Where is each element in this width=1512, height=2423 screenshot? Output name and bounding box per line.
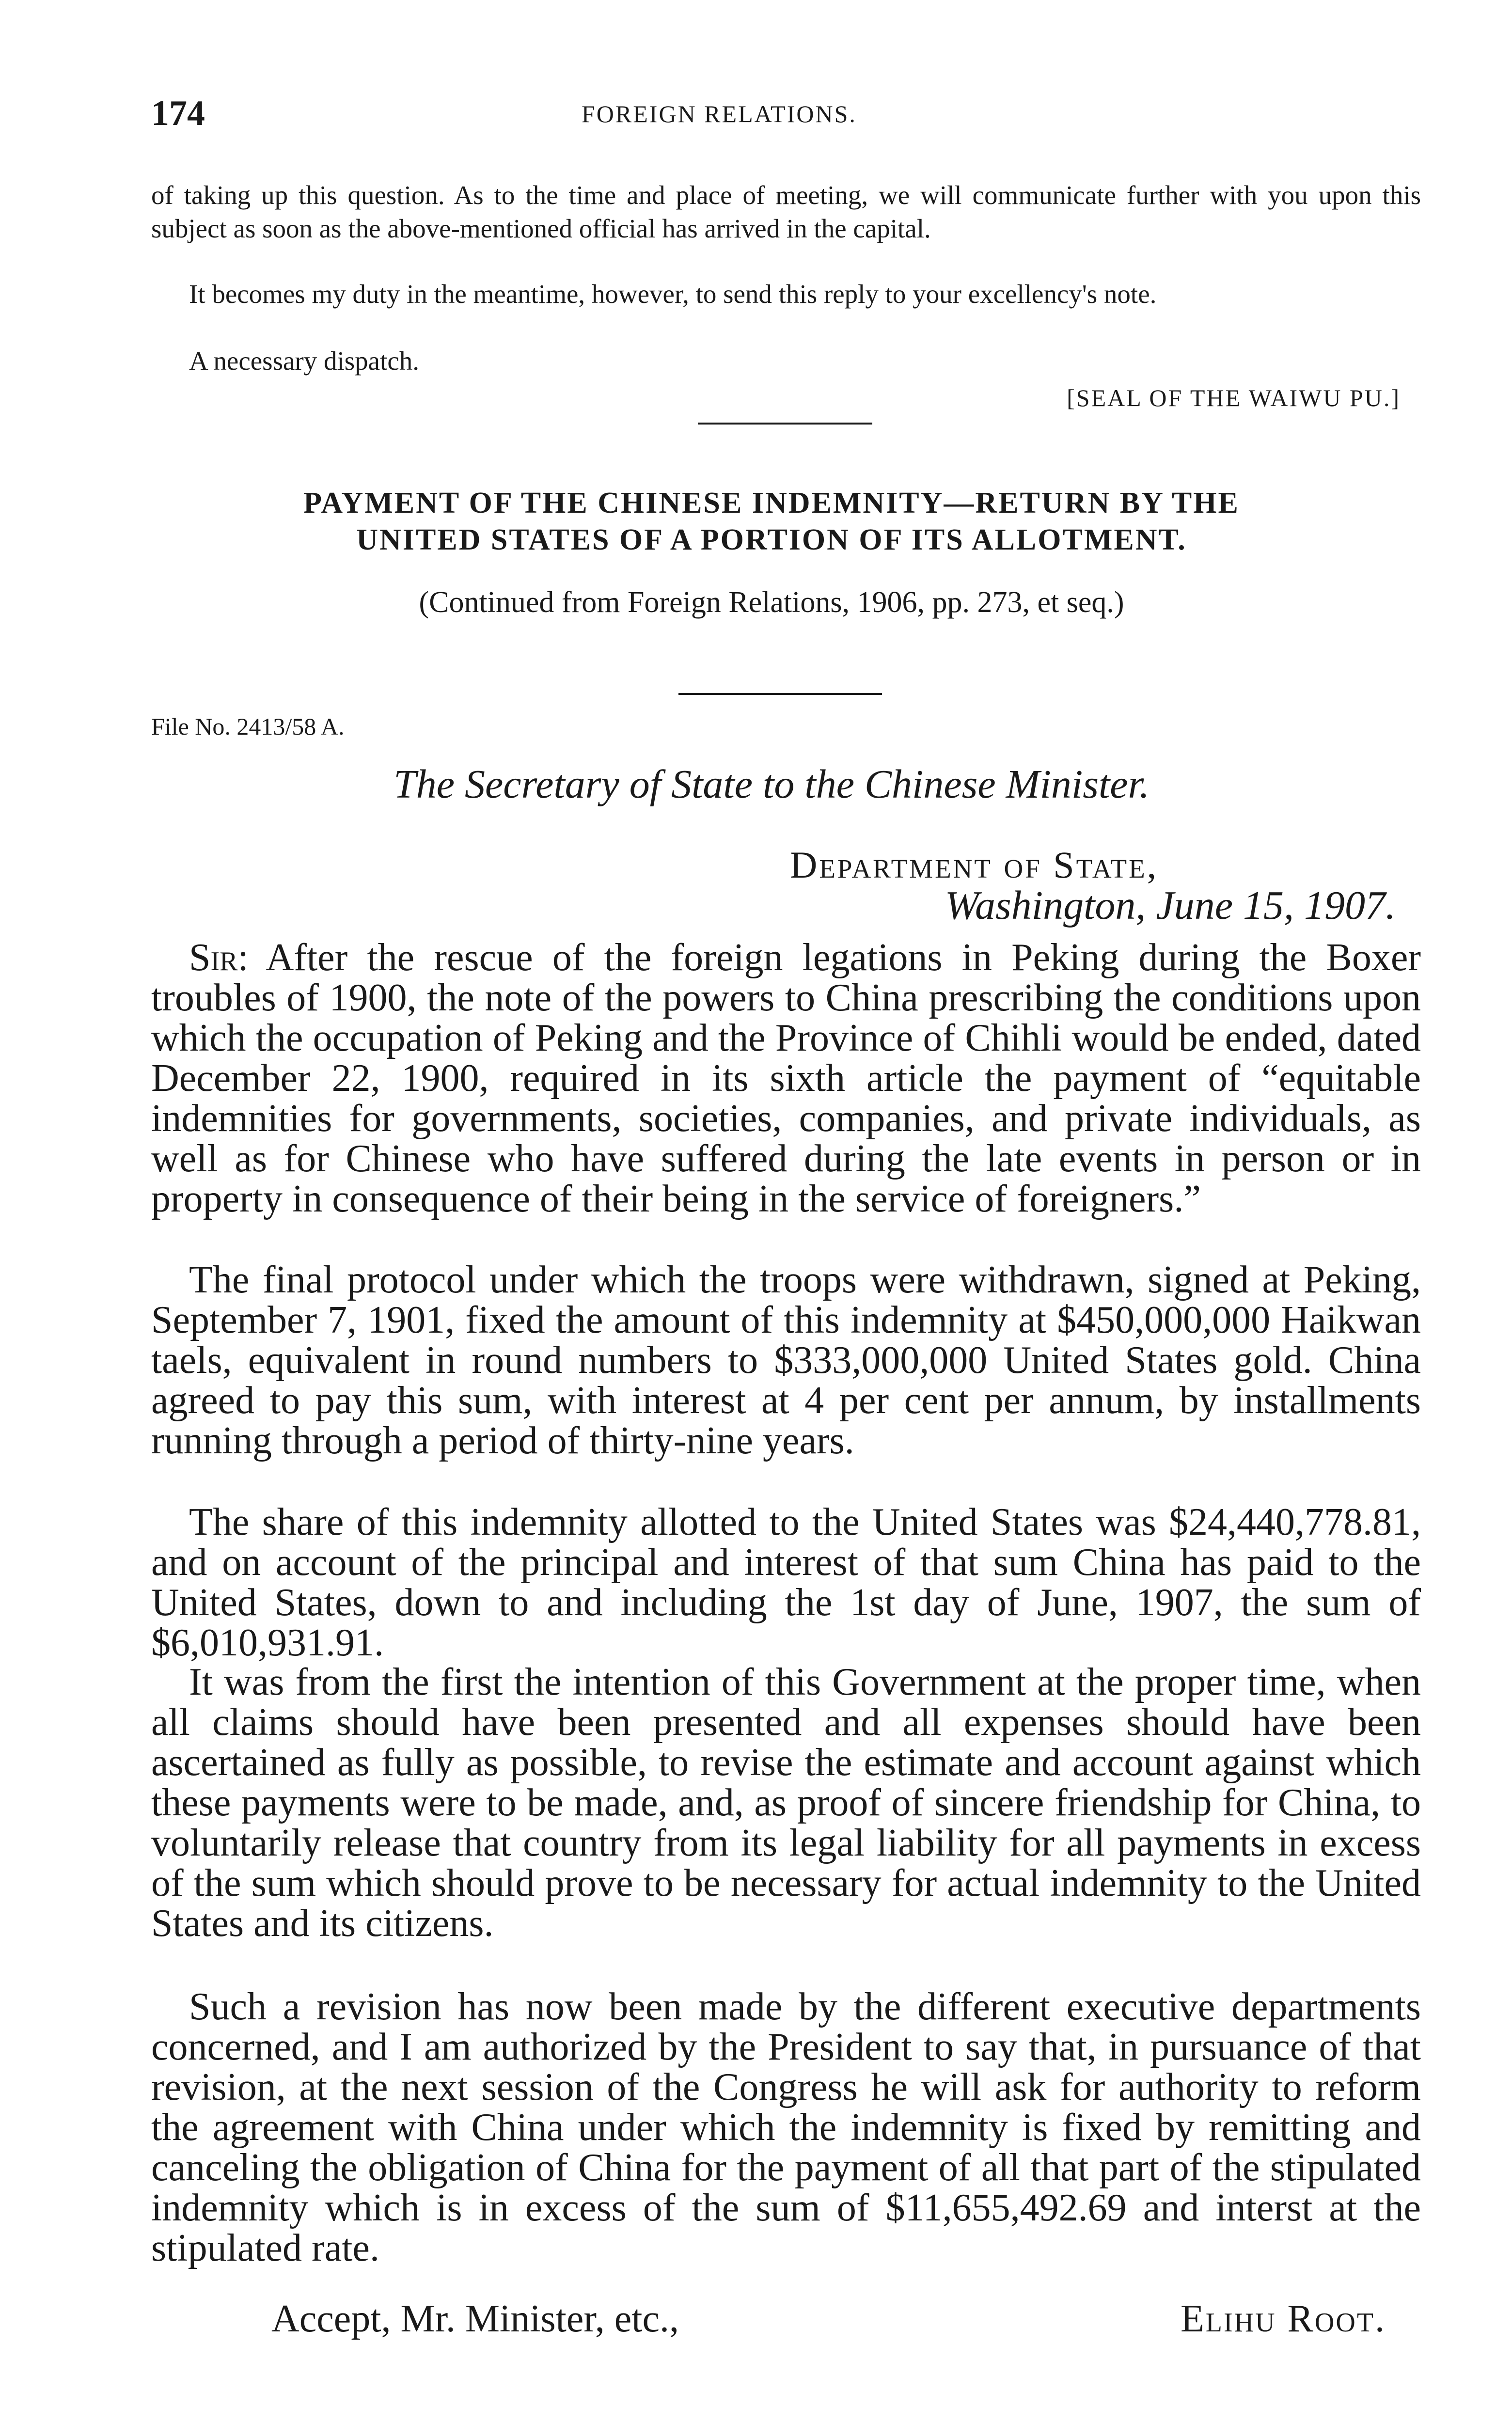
- section-title-line-1: PAYMENT OF THE CHINESE INDEMNITY—RETURN BY THE: [303, 487, 1240, 519]
- department-heading: Department of State,: [790, 844, 1159, 886]
- page-number: 174: [151, 94, 205, 133]
- salutation: Sir:: [189, 936, 249, 979]
- section-title-line-2: UNITED STATES OF A PORTION OF ITS ALLOTMENT.: [356, 523, 1187, 556]
- prior-letter-paragraph-2: It becomes my duty in the meantime, however, to send this reply to your excellency's note.: [189, 279, 1157, 309]
- running-title: FOREIGN RELATIONS.: [582, 100, 857, 127]
- letter-paragraph-2: The final protocol under which the troops were withdrawn, signed at Peking, September 7, 1901, fixed the amount of this indemnity at $450,000,000 Haikwan taels, equivalent in round numbers to $333,000,000 United States gold. China agreed to pay this sum, with interest at 4 per cent per annum, by installments running through a period of thirty-nine years.: [151, 1259, 1421, 1462]
- closing-line: Accept, Mr. Minister, etc.,: [271, 2297, 679, 2340]
- seal-notation: [SEAL OF THE WAIWU PU.]: [1067, 384, 1401, 411]
- letter-paragraph-1: [151, 938, 1421, 1219]
- signature: Elihu Root.: [1180, 2297, 1386, 2340]
- place-date-line: Washington, June 15, 1907.: [945, 883, 1396, 928]
- letter-paragraph-5: Such a revision has now been made by the different executive departments concerned, and I am authorized by the President to say that, in pursuance of that revision, at the next session of the Congress he will ask for authority to reform the agreement with China under which the indemnity is fixed by remitting and canceling the obligation of China for the payment of all that part of the stipulated indemnity which is in excess of the sum of $11,655,492.69 and interst at the stipulated rate.: [151, 1985, 1421, 2269]
- letter-paragraph-1-text: After the rescue of the foreign legations in Peking during the Boxer troubles of 1900, the note of the powers to China prescribing the conditions upon which the occupation of Peking and the Province of Chihli would be ended, dated December 22, 1900, required in its sixth article the payment of “equitable indemnities for governments, societies, companies, and private individuals, as well as for Chinese who have suffered during the late events in person or in property in consequence of their being in the service of foreigners.”: [151, 936, 1421, 1220]
- section-divider-rule: [698, 423, 872, 425]
- letter-paragraph-3: The share of this indemnity allotted to the United States was $24,440,778.81, and on account of the principal and interest of that sum China has paid to the United States, down to and including the 1st day of June, 1907, the sum of $6,010,931.91.: [151, 1501, 1421, 1664]
- prior-letter-paragraph-3: A necessary dispatch.: [189, 346, 419, 376]
- document-title: The Secretary of State to the Chinese Minister.: [394, 762, 1150, 807]
- document-divider-rule: [678, 693, 882, 695]
- file-number: File No. 2413/58 A.: [151, 713, 345, 740]
- letter-paragraph-4: It was from the first the intention of this Government at the proper time, when all claims should have been presented and all expenses should have been ascertained as fully as possible, to revise the estimate and account against which these payments were to be made, and, as proof of sincere friendship for China, to voluntarily release that country from its legal liability for all payments in excess of the sum which should prove to be necessary for actual indemnity to the United States and its citizens.: [151, 1661, 1421, 1945]
- prior-letter-paragraph-1: of taking up this question. As to the time and place of meeting, we will communicate further with you upon this subject as soon as the above-mentioned official has arrived in the capital.: [151, 180, 1421, 243]
- section-title: [151, 485, 1392, 558]
- continued-note: (Continued from Foreign Relations, 1906, pp. 273, et seq.): [419, 586, 1124, 619]
